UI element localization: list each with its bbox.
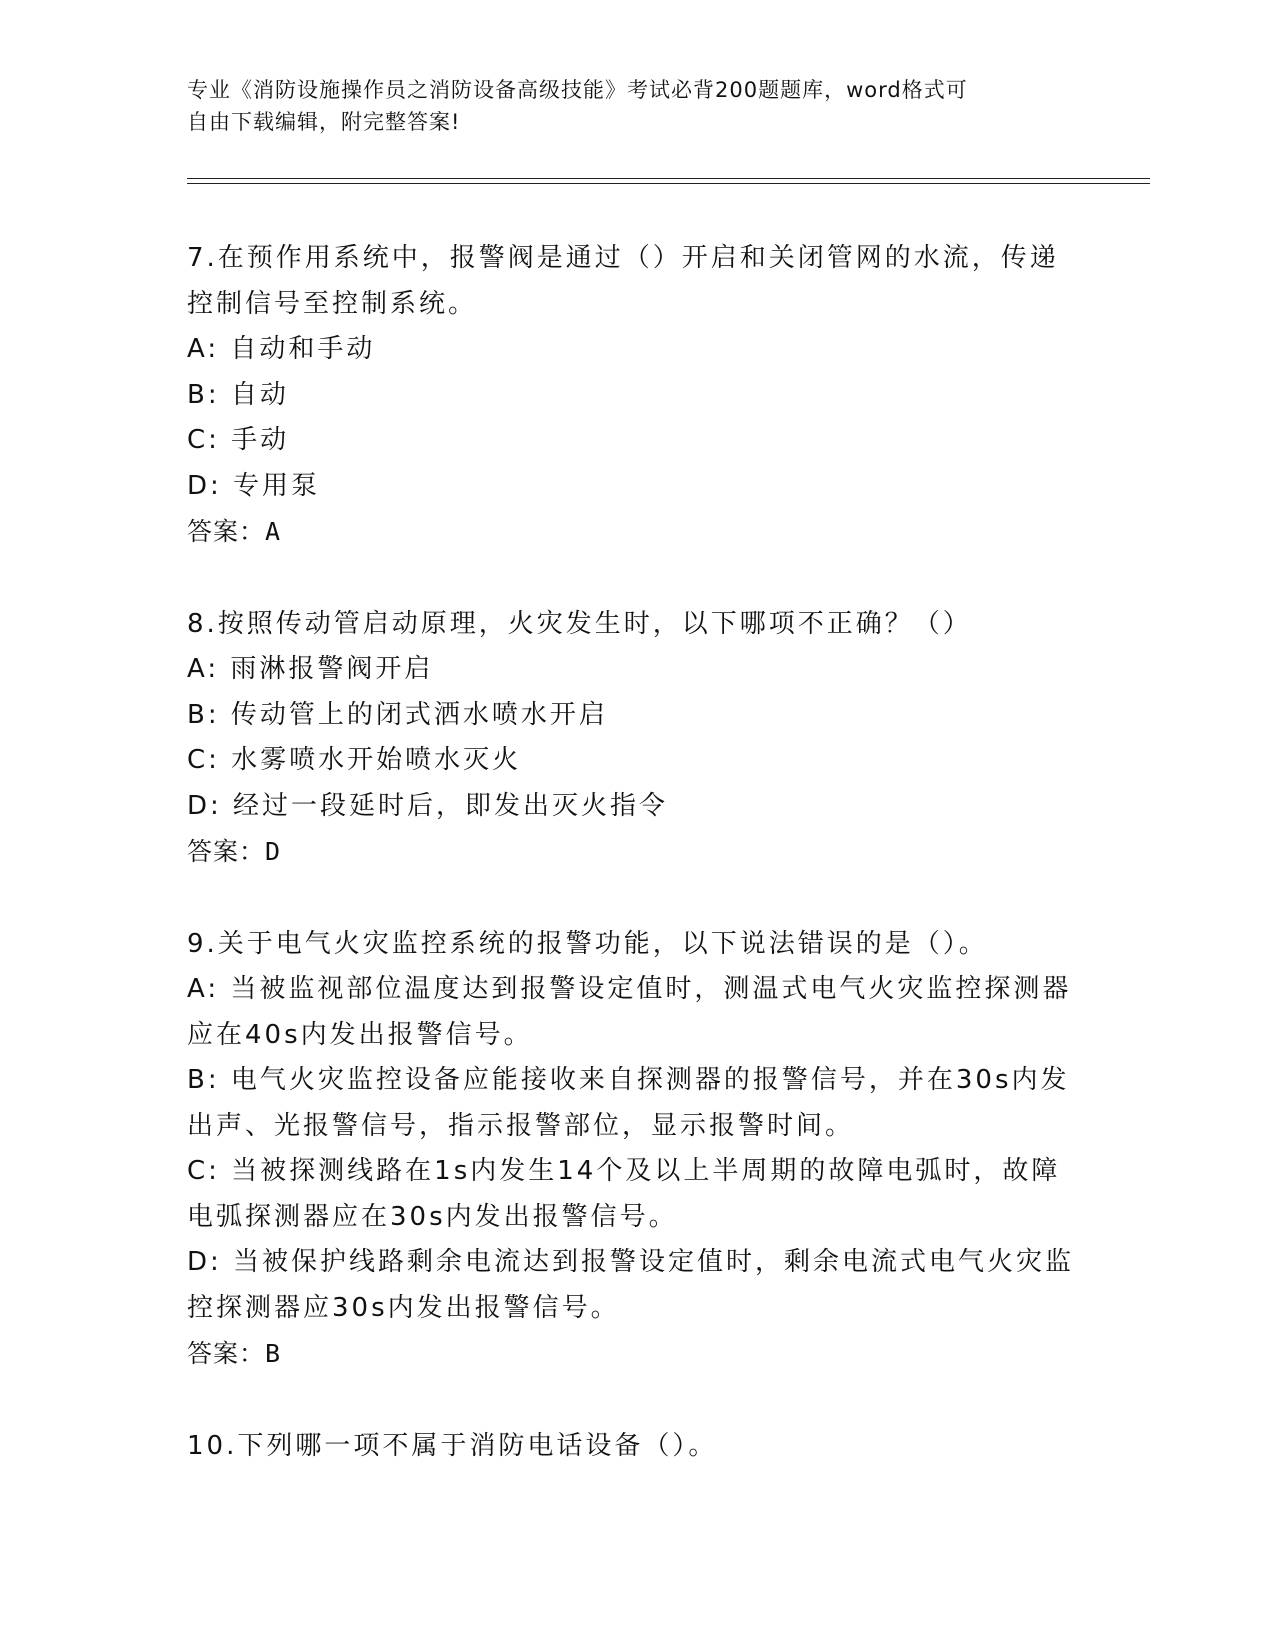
option-b: B: 传动管上的闭式洒水喷水开启 — [187, 699, 608, 730]
option-d-cont: 控探测器应30s内发出报警信号。 — [187, 1292, 620, 1323]
question-text: 7.在预作用系统中，报警阀是通过（）开启和关闭管网的水流，传递 — [187, 243, 1059, 273]
option-d: D: 专用泵 — [187, 470, 321, 501]
question-8 — [187, 602, 1087, 875]
question-10 — [187, 1424, 1087, 1470]
option-b: B: 自动 — [187, 379, 289, 410]
option-b-cont: 出声、光报警信号，指示报警部位，显示报警时间。 — [187, 1110, 855, 1141]
header-line: 自由下载编辑，附完整答案! — [187, 110, 461, 134]
document-header — [187, 74, 1087, 138]
option-d: D: 当被保护线路剩余电流达到报警设定值时，剩余电流式电气火灾监 — [187, 1247, 1075, 1277]
option-a: A: 雨淋报警阀开启 — [187, 654, 434, 684]
header-divider — [187, 183, 1150, 184]
answer: 答案：B — [187, 1339, 282, 1368]
answer: 答案：A — [187, 517, 282, 546]
option-a: A: 自动和手动 — [187, 334, 376, 364]
option-b: B: 电气火灾监控设备应能接收来自探测器的报警信号，并在30s内发 — [187, 1065, 1070, 1095]
option-c: C: 手动 — [187, 425, 290, 455]
option-a: A: 当被监视部位温度达到报警设定值时，测温式电气火灾监控探测器 — [187, 974, 1072, 1004]
option-c: C: 水雾喷水开始喷水灭火 — [187, 745, 522, 775]
option-c: C: 当被探测线路在1s内发生14个及以上半周期的故障电弧时，故障 — [187, 1156, 1061, 1186]
option-c-cont: 电弧探测器应在30s内发出报警信号。 — [187, 1201, 678, 1232]
question-list — [187, 236, 1087, 1469]
header-line: 专业《消防设施操作员之消防设备高级技能》考试必背200题题库，word格式可 — [187, 78, 968, 102]
option-d: D: 经过一段延时后，即发出灭火指令 — [187, 790, 669, 821]
header-divider — [187, 178, 1150, 179]
question-9 — [187, 922, 1087, 1377]
option-a-cont: 应在40s内发出报警信号。 — [187, 1019, 533, 1050]
question-text: 8.按照传动管启动原理，火灾发生时，以下哪项不正确？（） — [187, 608, 972, 639]
question-text: 10.下列哪一项不属于消防电话设备（）。 — [187, 1430, 718, 1461]
question-text: 9.关于电气火灾监控系统的报警功能，以下说法错误的是（）。 — [187, 928, 988, 959]
question-7 — [187, 236, 1087, 555]
answer: 答案：D — [187, 837, 282, 866]
question-text: 控制信号至控制系统。 — [187, 288, 478, 319]
